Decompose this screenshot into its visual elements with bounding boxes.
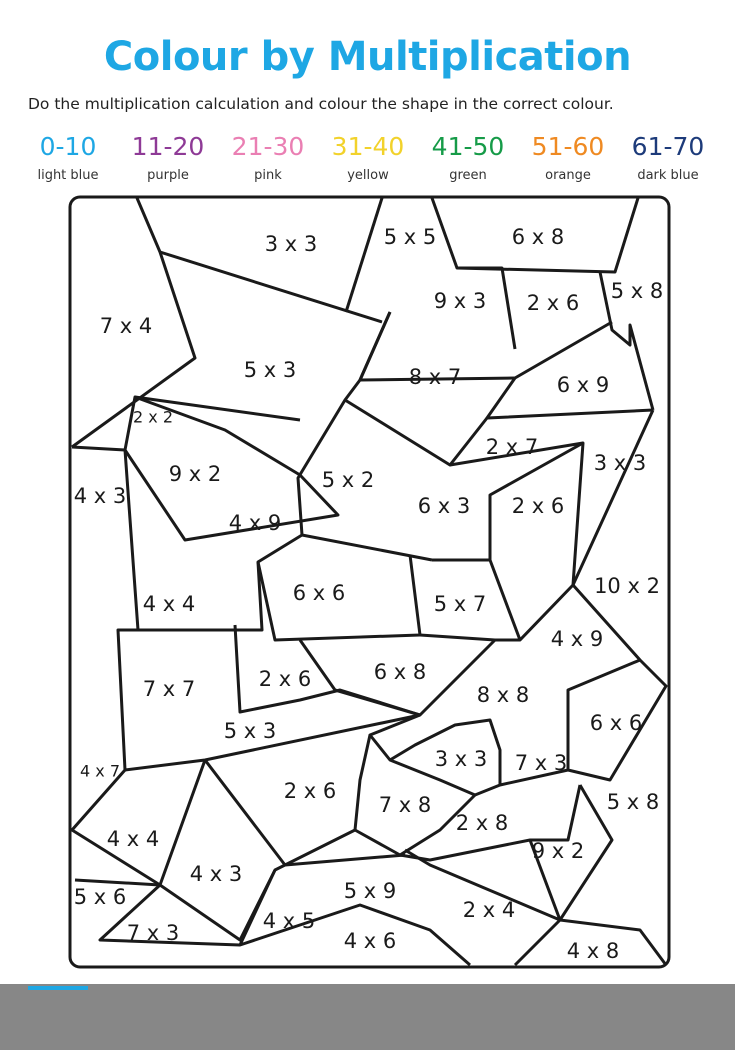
shape-label: 8 x 7	[408, 365, 462, 389]
shape-label: 7 x 7	[142, 677, 196, 701]
shape-label: 3 x 3	[434, 747, 488, 771]
colour-key-name: green	[449, 168, 487, 183]
shape-label: 4 x 8	[566, 939, 620, 963]
shape-label: 6 x 6	[292, 581, 346, 605]
shape-label: 5 x 3	[243, 358, 297, 382]
shape-label: 2 x 8	[455, 811, 509, 835]
shape-label: 9 x 2	[168, 462, 222, 486]
footer-bar	[0, 984, 735, 1050]
shape-label: 6 x 6	[589, 711, 643, 735]
shape-label: 4 x 4	[142, 592, 196, 616]
colour-key-range: 41-50	[431, 132, 505, 161]
colour-key-name: pink	[254, 168, 282, 183]
shape-label: 4 x 6	[343, 929, 397, 953]
shape-label: 4 x 9	[550, 627, 604, 651]
colour-key-name: dark blue	[637, 168, 699, 183]
shape-label: 7 x 3	[514, 751, 568, 775]
page-title: Colour by Multiplication	[103, 34, 632, 80]
shape-label: 5 x 8	[610, 279, 664, 303]
shape-label: 9 x 3	[433, 289, 487, 313]
colour-key-range: 61-70	[631, 132, 705, 161]
colour-key-range: 31-40	[331, 132, 405, 161]
shape-label: 9 x 2	[531, 839, 585, 863]
shape-label: 7 x 8	[378, 793, 432, 817]
shape-label: 2 x 6	[283, 779, 337, 803]
shape-label: 2 x 7	[485, 435, 539, 459]
shape-label: 6 x 3	[417, 494, 471, 518]
shape-label: 2 x 6	[258, 667, 312, 691]
shape-label: 7 x 4	[99, 314, 153, 338]
shape-label: 4 x 5	[262, 909, 316, 933]
colour-key-range: 0-10	[39, 132, 97, 161]
shape-labels	[74, 225, 664, 963]
colour-key-range: 21-30	[231, 132, 305, 161]
shape-label: 4 x 9	[228, 511, 282, 535]
colour-key-name: yellow	[347, 168, 389, 183]
shape-label: 3 x 3	[593, 451, 647, 475]
colour-key-range: 11-20	[131, 132, 205, 161]
shape-label: 5 x 3	[223, 719, 277, 743]
shape-label: 4 x 3	[73, 484, 127, 508]
shape-label: 5 x 2	[321, 468, 375, 492]
shape-label: 5 x 6	[73, 885, 127, 909]
shape-label: 2 x 6	[526, 291, 580, 315]
shape-label: 8 x 8	[476, 683, 530, 707]
shape-label: 4 x 3	[189, 862, 243, 886]
colour-key-name: orange	[545, 168, 591, 183]
instructions-text: Do the multiplication calculation and colour the shape in the correct colour.	[28, 95, 614, 113]
shape-label: 7 x 3	[126, 921, 180, 945]
shape-label: 6 x 9	[556, 373, 610, 397]
shape-label: 2 x 6	[511, 494, 565, 518]
shape-label: 5 x 7	[433, 592, 487, 616]
shape-label: 6 x 8	[373, 660, 427, 684]
colour-key-name: purple	[147, 168, 189, 183]
shape-label: 4 x 4	[106, 827, 160, 851]
shape-label: 6 x 8	[511, 225, 565, 249]
colour-key-name: light blue	[37, 168, 99, 183]
shape-label: 10 x 2	[594, 574, 660, 598]
shape-label: 2 x 2	[133, 407, 173, 427]
shape-label: 5 x 9	[343, 879, 397, 903]
colour-key-range: 51-60	[531, 132, 605, 161]
shape-label: 4 x 7	[80, 761, 120, 781]
shape-label: 2 x 4	[462, 898, 516, 922]
shape-label: 5 x 5	[383, 225, 437, 249]
footer-accent-line	[28, 986, 88, 990]
shape-label: 5 x 8	[606, 790, 660, 814]
shape-label: 3 x 3	[264, 232, 318, 256]
